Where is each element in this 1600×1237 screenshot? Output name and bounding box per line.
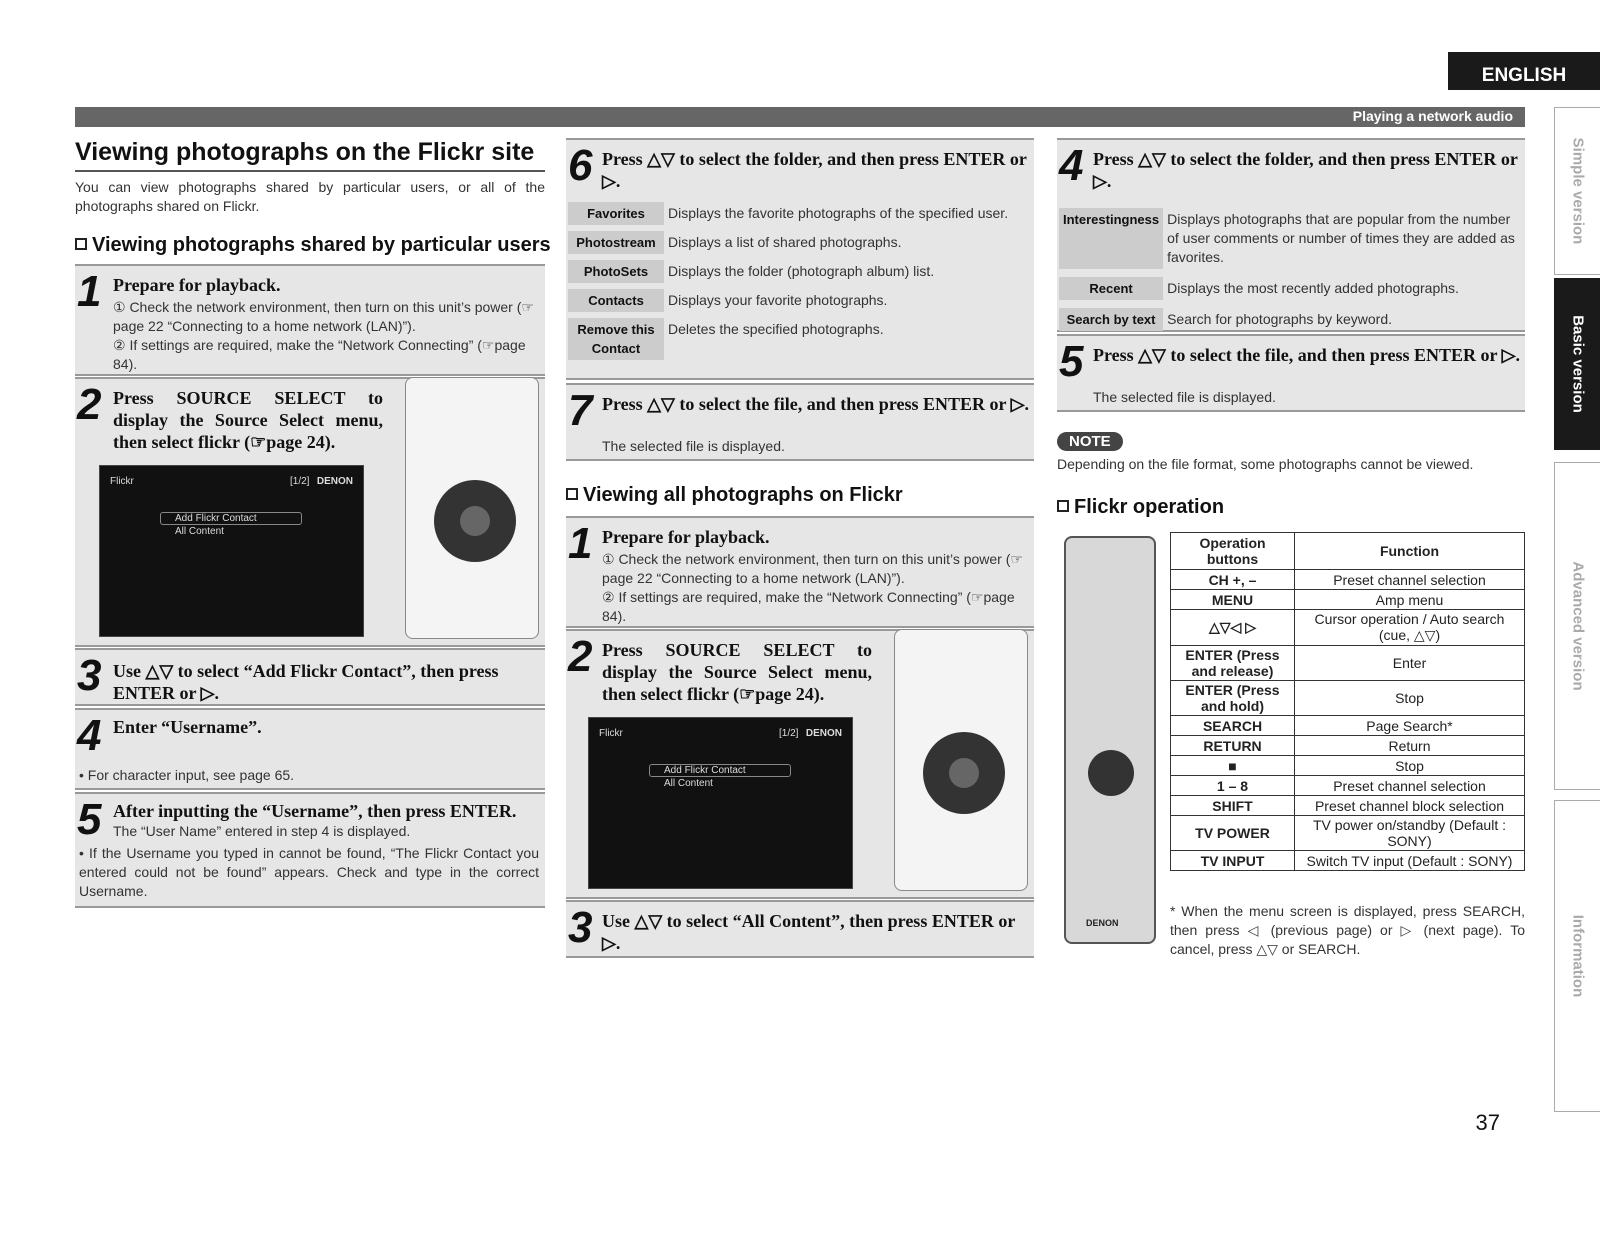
operation-button: MENU bbox=[1171, 590, 1295, 610]
operation-button: RETURN bbox=[1171, 736, 1295, 756]
table-row bbox=[1059, 208, 1523, 269]
operation-function: Preset channel selection bbox=[1295, 570, 1525, 590]
remote-illustration bbox=[405, 377, 539, 639]
table-row bbox=[1171, 610, 1525, 646]
row-value: Displays your favorite photographs. bbox=[668, 292, 888, 308]
row-value: Deletes the specified photographs. bbox=[668, 321, 884, 337]
operation-button: TV INPUT bbox=[1171, 851, 1295, 871]
operation-button: CH +, – bbox=[1171, 570, 1295, 590]
step-note: • For character input, see page 65. bbox=[79, 767, 295, 783]
step-a1 bbox=[566, 516, 1034, 628]
screen-page: [1/2] bbox=[779, 728, 799, 739]
screen-app: Flickr bbox=[110, 476, 134, 487]
flickr-screen bbox=[99, 465, 364, 637]
step-6 bbox=[566, 138, 1034, 380]
step-note: • If the Username you typed in cannot be found, “The Flickr Contact you entered could not be found” appears. Check and type in the correct Username. bbox=[79, 845, 539, 899]
step-4 bbox=[75, 708, 545, 790]
step-r4 bbox=[1057, 138, 1525, 332]
table-row bbox=[1171, 816, 1525, 851]
operation-button: TV POWER bbox=[1171, 816, 1295, 851]
note-text: Depending on the file format, some photographs cannot be viewed. bbox=[1057, 456, 1474, 472]
tab-label: Advanced version bbox=[1569, 561, 1586, 691]
table-row bbox=[1059, 308, 1523, 331]
step-detail: ① Check the network environment, then turn on this unit’s power (☞page 22 “Connecting to a home network (LAN)”). bbox=[602, 551, 1023, 586]
row-key: Favorites bbox=[568, 202, 664, 225]
note-block bbox=[1057, 432, 1525, 474]
intro-text: You can view photographs shared by particular users, or all of the photographs shared on Flickr. bbox=[75, 179, 545, 214]
note-badge: NOTE bbox=[1057, 432, 1123, 451]
table-row bbox=[1171, 570, 1525, 590]
row-value: Displays the most recently added photographs. bbox=[1167, 280, 1459, 296]
step-number: 6 bbox=[568, 141, 593, 190]
step-number: 5 bbox=[1059, 337, 1084, 386]
menu-item-all-content[interactable]: All Content bbox=[664, 778, 713, 789]
row-key: Search by text bbox=[1059, 308, 1163, 331]
step-detail: The selected file is displayed. bbox=[602, 438, 785, 454]
operation-function: Stop bbox=[1295, 681, 1525, 716]
menu-item-add-flickr-contact[interactable]: Add Flickr Contact bbox=[160, 512, 302, 525]
step-title: After inputting the “Username”, then press ENTER. bbox=[113, 801, 517, 821]
step-number: 3 bbox=[568, 903, 593, 952]
menu-item-all-content[interactable]: All Content bbox=[175, 526, 224, 537]
menu-item-add-flickr-contact[interactable]: Add Flickr Contact bbox=[649, 764, 791, 777]
footnote: * When the menu screen is displayed, press SEARCH, then press ◁ (previous page) or ▷ (next page). To cancel, press △▽ or SEARCH. bbox=[1170, 903, 1525, 957]
step-title: Enter “Username”. bbox=[113, 717, 262, 737]
row-key: PhotoSets bbox=[568, 260, 664, 283]
table-row bbox=[568, 260, 1032, 283]
step-number: 1 bbox=[568, 519, 593, 568]
folder-table bbox=[1059, 200, 1523, 339]
row-key: Contacts bbox=[568, 289, 664, 312]
step-number: 4 bbox=[77, 711, 102, 760]
section-heading-particular-users bbox=[75, 234, 551, 257]
step-a2 bbox=[566, 629, 1034, 899]
step-title: Press △▽ to select the folder, and then press ENTER or ▷. bbox=[1093, 149, 1518, 191]
tab-label: Information bbox=[1569, 914, 1586, 998]
operation-function: TV power on/standby (Default : SONY) bbox=[1295, 816, 1525, 851]
checkbox-icon bbox=[1057, 500, 1069, 512]
language-label: ENGLISH bbox=[1448, 52, 1600, 90]
tab-label: Basic version bbox=[1569, 315, 1586, 413]
step-r5 bbox=[1057, 334, 1525, 412]
table-row bbox=[568, 231, 1032, 254]
table-row bbox=[1171, 716, 1525, 736]
tab-label: Simple version bbox=[1569, 137, 1586, 245]
section-heading-all-photographs bbox=[566, 484, 903, 507]
step-title: Press SOURCE SELECT to display the Source Select menu, then select flickr (☞page 24). bbox=[113, 388, 383, 452]
tab-basic-version[interactable] bbox=[1554, 278, 1600, 450]
screen-brand: DENON bbox=[805, 728, 842, 739]
row-value: Displays a list of shared photographs. bbox=[668, 234, 902, 250]
operation-button: ■ bbox=[1171, 756, 1295, 776]
enter-button-icon bbox=[460, 506, 490, 536]
operation-button: △▽◁ ▷ bbox=[1171, 610, 1295, 646]
step-number: 2 bbox=[77, 380, 102, 429]
section-title: Playing a network audio bbox=[1352, 108, 1513, 124]
row-key: Recent bbox=[1059, 277, 1163, 300]
page-title: Viewing photographs on the Flickr site bbox=[75, 138, 535, 166]
screen-brand: DENON bbox=[316, 476, 353, 487]
column-header: Function bbox=[1295, 533, 1525, 570]
step-title: Prepare for playback. bbox=[113, 275, 281, 295]
table-row bbox=[1171, 796, 1525, 816]
step-title: Press SOURCE SELECT to display the Source Select menu, then select flickr (☞page 24). bbox=[602, 640, 872, 704]
step-1 bbox=[75, 264, 545, 376]
enter-button-icon bbox=[949, 758, 979, 788]
table-row bbox=[1171, 681, 1525, 716]
row-key: Photostream bbox=[568, 231, 664, 254]
step-2 bbox=[75, 377, 545, 647]
operation-button: ENTER (Press and hold) bbox=[1171, 681, 1295, 716]
remote-brand: DENON bbox=[1086, 918, 1119, 928]
operation-button: 1 – 8 bbox=[1171, 776, 1295, 796]
operation-function: Enter bbox=[1295, 646, 1525, 681]
operation-function: Preset channel selection bbox=[1295, 776, 1525, 796]
remote-control-illustration bbox=[1064, 536, 1156, 944]
operation-button: SEARCH bbox=[1171, 716, 1295, 736]
heading-text: Flickr operation bbox=[1074, 496, 1225, 518]
page-number: 37 bbox=[1475, 1110, 1500, 1135]
folder-table bbox=[568, 196, 1032, 366]
table-row bbox=[1171, 756, 1525, 776]
table-row bbox=[568, 289, 1032, 312]
tab-advanced-version[interactable] bbox=[1554, 462, 1600, 790]
step-detail: ① Check the network environment, then turn on this unit’s power (☞page 22 “Connecting to a home network (LAN)”). bbox=[113, 299, 534, 334]
step-detail: The “User Name” entered in step 4 is displayed. bbox=[113, 823, 411, 839]
screen-page: [1/2] bbox=[290, 476, 310, 487]
step-number: 3 bbox=[77, 651, 102, 700]
operation-function: Stop bbox=[1295, 756, 1525, 776]
step-a3 bbox=[566, 900, 1034, 958]
step-title: Use △▽ to select “All Content”, then press ENTER or ▷. bbox=[602, 911, 1015, 953]
operation-table bbox=[1170, 532, 1525, 871]
heading-text: Viewing all photographs on Flickr bbox=[583, 484, 903, 506]
checkbox-icon bbox=[566, 488, 578, 500]
tab-information[interactable] bbox=[1554, 800, 1600, 1112]
step-title: Press △▽ to select the folder, and then press ENTER or ▷. bbox=[602, 149, 1027, 191]
row-value: Displays the favorite photographs of the specified user. bbox=[668, 205, 1009, 221]
step-title: Prepare for playback. bbox=[602, 527, 770, 547]
step-5 bbox=[75, 792, 545, 908]
remote-illustration bbox=[894, 629, 1028, 891]
step-number: 1 bbox=[77, 267, 102, 316]
step-title: Press △▽ to select the file, and then press ENTER or ▷. bbox=[602, 394, 1030, 414]
operation-function: Switch TV input (Default : SONY) bbox=[1295, 851, 1525, 871]
operation-function: Preset channel block selection bbox=[1295, 796, 1525, 816]
table-row bbox=[568, 202, 1032, 225]
row-value: Displays the folder (photograph album) list. bbox=[668, 263, 935, 279]
step-title: Use △▽ to select “Add Flickr Contact”, then press ENTER or ▷. bbox=[113, 661, 499, 703]
row-key: Remove this Contact bbox=[568, 318, 664, 360]
flickr-screen bbox=[588, 717, 853, 889]
table-row bbox=[1171, 776, 1525, 796]
step-3 bbox=[75, 648, 545, 706]
checkbox-icon bbox=[75, 238, 87, 250]
table-row bbox=[1171, 590, 1525, 610]
operation-function: Cursor operation / Auto search (cue, △▽) bbox=[1295, 610, 1525, 646]
title-rule bbox=[75, 170, 545, 172]
step-detail: ② If settings are required, make the “Network Connecting” (☞page 84). bbox=[113, 337, 526, 372]
row-key: Interestingness bbox=[1059, 208, 1163, 269]
dpad-icon bbox=[1088, 750, 1134, 796]
table-row bbox=[1171, 736, 1525, 756]
row-value: Displays photographs that are popular from the number of user comments or number of times they are added as favorites. bbox=[1167, 211, 1515, 265]
step-title: Press △▽ to select the file, and then press ENTER or ▷. bbox=[1093, 345, 1521, 365]
operation-function: Return bbox=[1295, 736, 1525, 756]
operation-function: Page Search* bbox=[1295, 716, 1525, 736]
step-number: 2 bbox=[568, 632, 593, 681]
step-detail: The selected file is displayed. bbox=[1093, 389, 1276, 405]
row-value: Search for photographs by keyword. bbox=[1167, 311, 1392, 327]
operation-button: SHIFT bbox=[1171, 796, 1295, 816]
tab-simple-version[interactable] bbox=[1554, 107, 1600, 275]
operation-function: Amp menu bbox=[1295, 590, 1525, 610]
table-row bbox=[1171, 646, 1525, 681]
section-heading-flickr-operation bbox=[1057, 496, 1224, 519]
screen-app: Flickr bbox=[599, 728, 623, 739]
step-detail: ② If settings are required, make the “Network Connecting” (☞page 84). bbox=[602, 589, 1015, 624]
section-bar bbox=[75, 107, 1525, 127]
table-row bbox=[1171, 851, 1525, 871]
table-row bbox=[1059, 277, 1523, 300]
step-7 bbox=[566, 383, 1034, 461]
column-header: Operation buttons bbox=[1171, 533, 1295, 570]
step-number: 7 bbox=[568, 386, 593, 435]
heading-text: Viewing photographs shared by particular users bbox=[92, 234, 551, 256]
operation-button: ENTER (Press and release) bbox=[1171, 646, 1295, 681]
table-row bbox=[568, 318, 1032, 360]
step-number: 5 bbox=[77, 795, 102, 844]
step-number: 4 bbox=[1059, 141, 1084, 190]
